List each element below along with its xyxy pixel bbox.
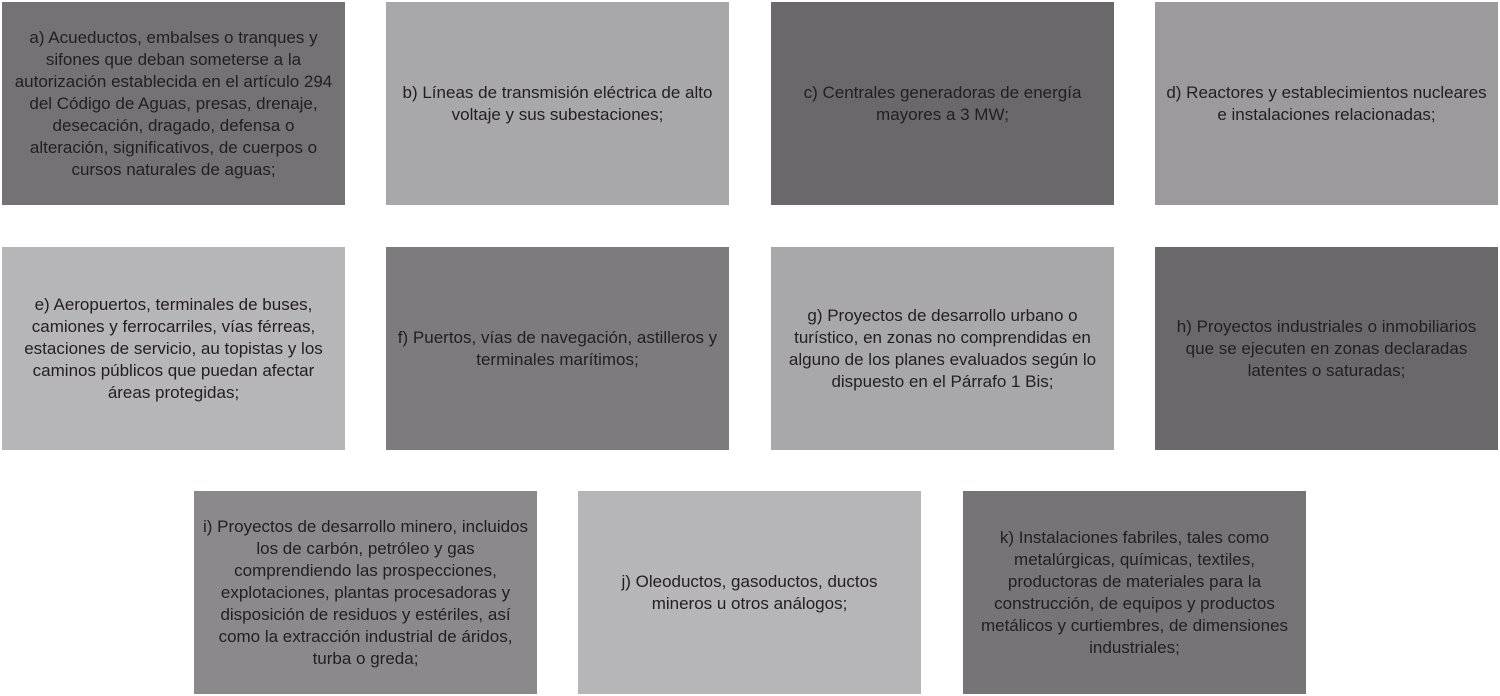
category-box-g <box>771 247 1114 450</box>
category-text-j: j) Oleoductos, gasoductos, ductos mineros u otros análogos; <box>621 571 878 613</box>
category-box-b <box>386 2 729 205</box>
category-text-a: a) Acueductos, embalses o tranques y sifones que deban someterse a la autorización establecida en el artículo 294 del Código de Aguas, presas, drenaje, desecación, dragado, defensa o alteración, significativos, de cuerpos o cursos naturales de aguas; <box>14 27 333 179</box>
category-box-e <box>2 247 345 450</box>
category-text-k: k) Instalaciones fabriles, tales como metalúrgicas, químicas, textiles, productoras de materiales para la construcción, de equipos y productos metálicos y curtiembres, de dimensiones industriales; <box>980 527 1289 657</box>
category-box-c <box>771 2 1114 205</box>
category-text-g: g) Proyectos de desarrollo urbano o turístico, en zonas no comprendidas en alguno de los planes evaluados según lo dispuesto en el Párrafo 1 Bis; <box>788 305 1097 391</box>
category-text-i: i) Proyectos de desarrollo minero, incluidos los de carbón, petróleo y gas comprendiendo las prospecciones, explotaciones, plantas procesadoras y disposición de residuos y estériles, así como la extracción industrial de áridos, turba o greda; <box>202 516 529 668</box>
category-box-j <box>578 491 921 694</box>
category-text-e: e) Aeropuertos, terminales de buses, camiones y ferrocarriles, vías férreas, estaciones de servicio, au topistas y los caminos públicos que puedan afectar áreas protegidas; <box>24 294 323 402</box>
category-box-d <box>1155 2 1498 205</box>
category-text-f: f) Puertos, vías de navegación, astilleros y terminales marítimos; <box>397 327 718 369</box>
category-text-b: b) Líneas de transmisión eléctrica de alto voltaje y sus subestaciones; <box>402 82 713 124</box>
category-text-d: d) Reactores y establecimientos nucleares e instalaciones relacionadas; <box>1166 82 1487 124</box>
category-box-a <box>2 2 345 205</box>
category-box-k <box>963 491 1306 694</box>
category-text-c: c) Centrales generadoras de energía mayores a 3 MW; <box>803 82 1082 124</box>
category-box-f <box>386 247 729 450</box>
category-box-i <box>194 491 537 694</box>
category-box-h <box>1155 247 1498 450</box>
category-text-h: h) Proyectos industriales o inmobiliarios que se ejecuten en zonas declaradas latentes o saturadas; <box>1176 316 1477 380</box>
